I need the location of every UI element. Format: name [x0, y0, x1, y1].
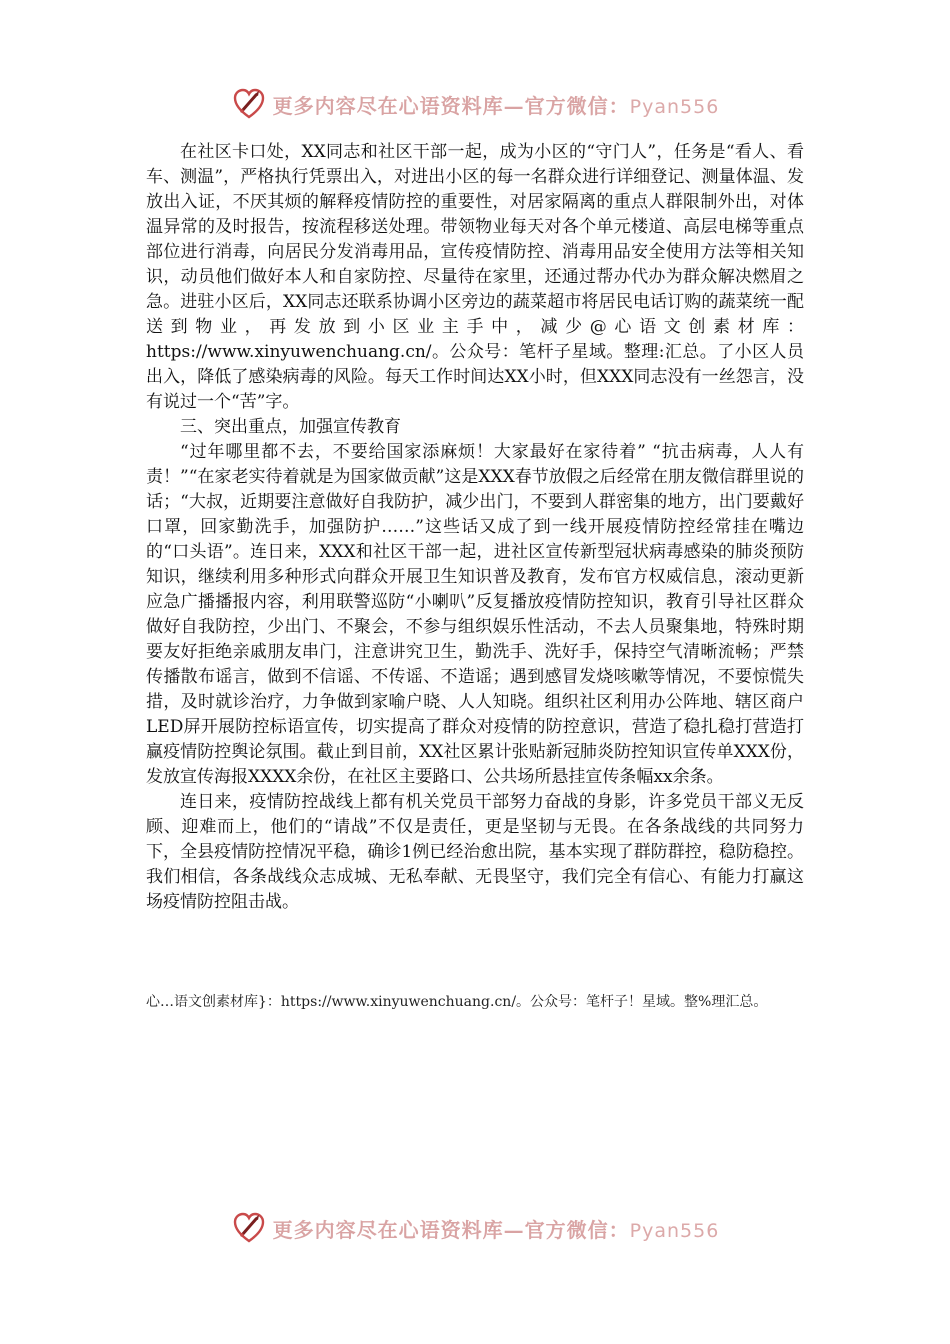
banner-dash: —: [503, 93, 525, 118]
header-banner: [0, 84, 950, 124]
banner-brand: 更多内容尽在心语资料库: [272, 1217, 504, 1242]
paragraph-propaganda: “过年哪里都不去，不要给国家添麻烦！大家最好在家待着” “抗击病毒，人人有责！”“在家老实待着就是为国家做贡献”这是XXX春节放假之后经常在朋友微信群里说的话；“大叔，近期要注意做好自我防护，减少出门，不要到人群密集的地方，出门要戴好口罩，回家勤洗手，加强防护……”这些话又成了到一线开展疫情防控经常挂在嘴边的“口头语”。连日来，XXX和社区干部一起，进社区宣传新型冠状病毒感染的肺炎预防知识，继续利用多种形式向群众开展卫生知识普及教育，发布官方权威信息，滚动更新应急广播播报内容，利用联警巡防“小喇叭”反复播放疫情防控知识，教育引导社区群众做好自我防控，少出门、不聚会，不参与组织娱乐性活动，不去人员聚集地，特殊时期要友好拒绝亲戚朋友串门，注意讲究卫生，勤洗手、洗好手，保持空气清晰流畅；严禁传播散布谣言，做到不信谣、不传谣、不造谣；遇到感冒发烧咳嗽等情况，不要惊慌失措，及时就诊治疗，力争做到家喻户晓、人人知晓。组织社区利用办公阵地、辖区商户LED屏开展防控标语宣传，切实提高了群众对疫情的防控意识，营造了稳扎稳打营造打赢疫情防控舆论氛围。截止到目前，XX社区累计张贴新冠肺炎防控知识宣传单XXX份，发放宣传海报XXXX余份，在社区主要路口、公共场所悬挂宣传条幅xx余条。: [146, 442, 804, 787]
banner-official: 官方微信：: [524, 93, 630, 118]
footer-note: 心…语文创素材库}：https://www.xinyuwenchuang.cn/。公众号：笔杆子！星域。整%理汇总。: [146, 994, 768, 1010]
section-heading: 三、突出重点，加强宣传教育: [180, 417, 401, 437]
banner-brand: 更多内容尽在心语资料库: [272, 93, 504, 118]
banner-text: [273, 90, 720, 119]
pen-heart-logo-icon: [231, 86, 267, 122]
banner-wechat-id: Pyan556: [629, 95, 720, 118]
paragraph-checkpoint: 在社区卡口处，XX同志和社区干部一起，成为小区的“守门人”，任务是“看人、看车、测温”，严格执行凭票出入，对进出小区的每一名群众进行详细登记、测量体温、发放出入证，不厌其烦的解释疫情防控的重要性，对居家隔离的重点人群限制外出，对体温异常的及时报告，按流程移送处理。带领物业每天对各个单元楼道、高层电梯等重点部位进行消毒，向居民分发消毒用品，宣传疫情防控、消毒用品安全使用方法等相关知识，动员他们做好本人和自家防控、尽量待在家里，还通过帮办代办为群众解决燃眉之急。进驻小区后，XX同志还联系协调小区旁边的蔬菜超市将居民电话订购的蔬菜统一配送到物业，再发放到小区业主手中，减少@心语文创素材库：https://www.xinyuwenchuang.cn/。公众号：笔杆子星域。整理:汇总。了小区人员出入，降低了感染病毒的风险。每天工作时间达XX小时，但XXX同志没有一丝怨言，没有说过一个“苦”字。: [146, 142, 804, 412]
banner-wechat-id: Pyan556: [629, 1219, 720, 1242]
paragraph-conclusion: 连日来，疫情防控战线上都有机关党员干部努力奋战的身影，许多党员干部义无反顾、迎难而上，他们的“请战”不仅是责任，更是坚韧与无畏。在各条战线的共同努力下，全县疫情防控情况平稳，确诊1例已经治愈出院，基本实现了群防群控，稳防稳控。我们相信，各条战线众志成城、无私奉献、无畏坚守，我们完全有信心、有能力打赢这场疫情防控阻击战。: [146, 792, 804, 912]
banner-dash: —: [503, 1217, 525, 1242]
document-body: [146, 140, 804, 915]
header-banner-inner: [231, 86, 720, 122]
footer-banner: [0, 1208, 950, 1248]
banner-text: [273, 1214, 720, 1243]
pen-heart-logo-icon: [231, 1210, 267, 1246]
banner-official: 官方微信：: [524, 1217, 630, 1242]
footer-banner-inner: [231, 1210, 720, 1246]
